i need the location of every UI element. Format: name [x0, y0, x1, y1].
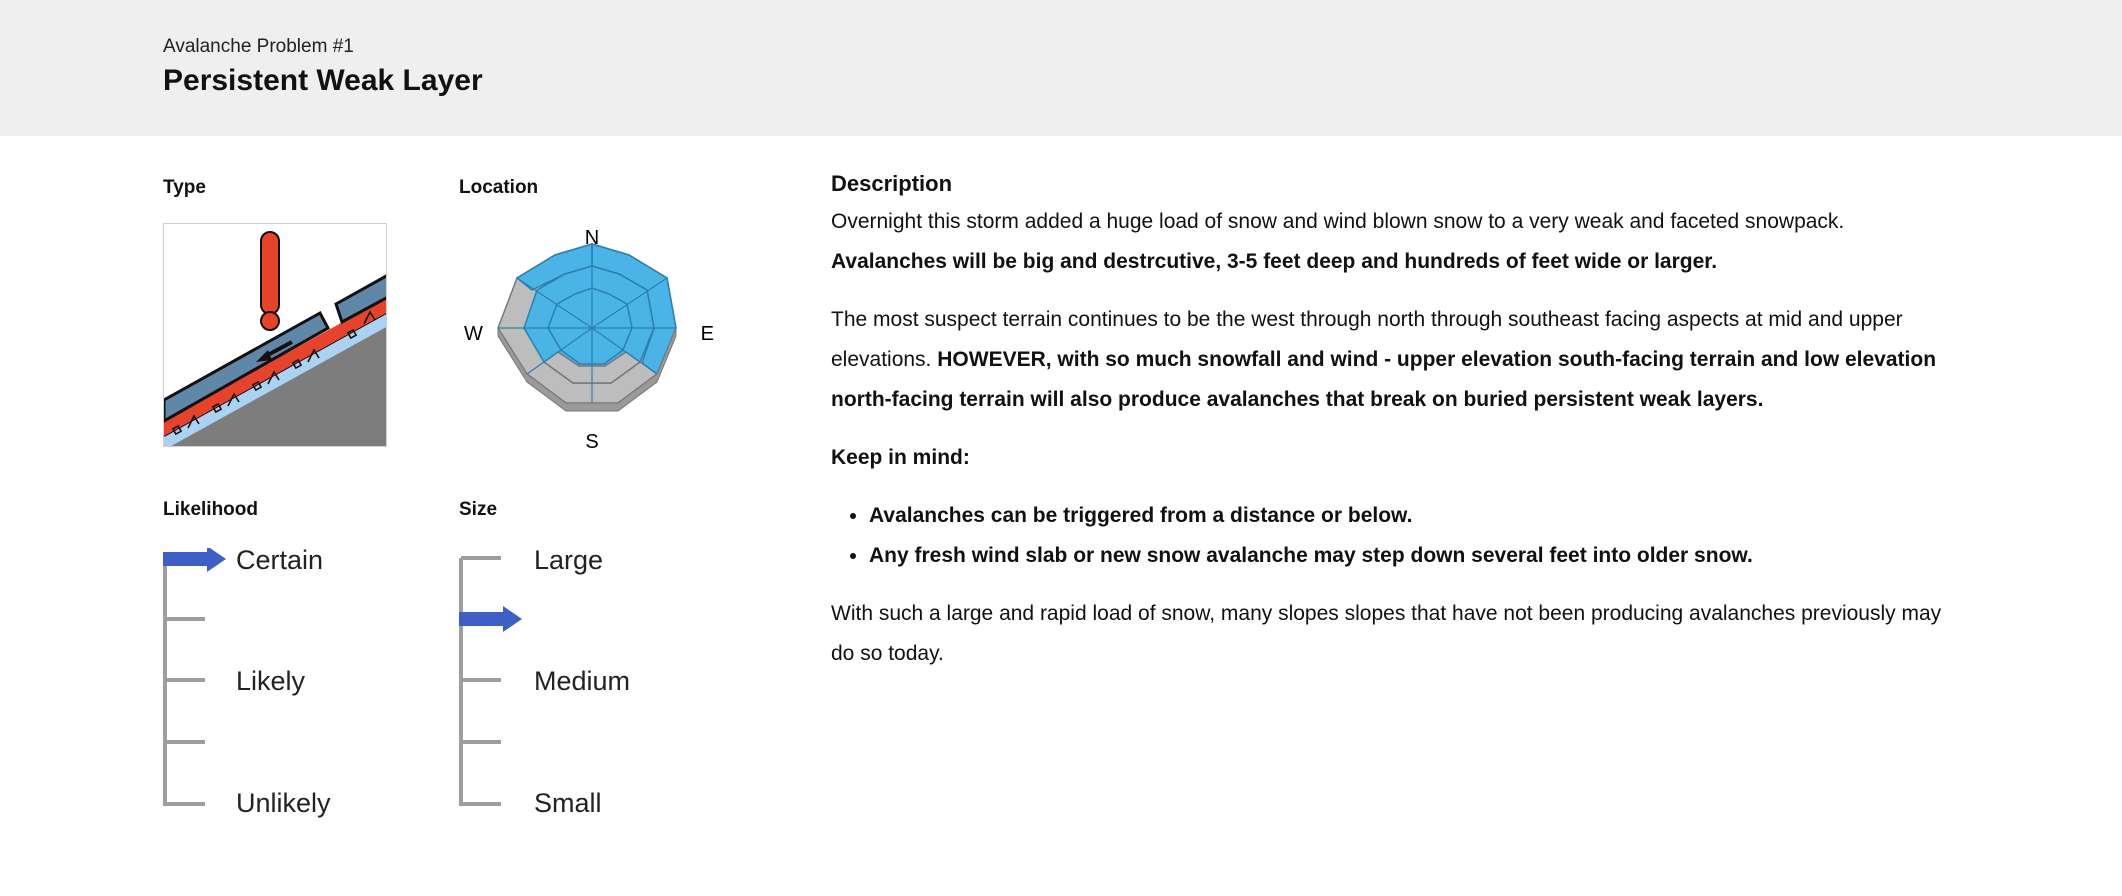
keep-in-mind-list — [831, 496, 1961, 576]
location-label: Location — [459, 177, 539, 198]
size-label: Size — [459, 499, 498, 520]
description-paragraph-2 — [831, 300, 1961, 420]
description-p1-text: Overnight this storm added a huge load of snow and wind blown snow to a very weak and faceted snowpack. — [831, 210, 1845, 233]
compass-west: W — [464, 323, 483, 345]
problem-number: Avalanche Problem #1 — [163, 36, 354, 57]
likelihood-scale — [163, 545, 413, 818]
aspect-elevation-rose — [458, 222, 720, 454]
description-heading: Description — [831, 171, 953, 196]
compass-north: N — [584, 227, 600, 249]
likelihood-likely: Likely — [236, 666, 306, 696]
description-p2-text: The most suspect terrain continues to be the west through north through southeast facing aspects at mid and upper elevations. — [831, 308, 1903, 371]
size-arrow-icon — [459, 606, 522, 632]
type-label: Type — [163, 177, 206, 198]
description-panel — [831, 168, 1961, 692]
description-paragraph-1 — [831, 202, 1961, 282]
description-p2-bold: HOWEVER, with so much snowfall and wind - upper elevation south-facing terrain and low elevation north-facing terrain will also produce avalanches that break on buried persistent weak layers. — [831, 348, 1937, 411]
list-item: • Any fresh wind slab or new snow avalanche may step down several feet into older snow. — [869, 536, 1961, 576]
likelihood-arrow-icon — [163, 548, 226, 572]
persistent-slab-icon — [163, 223, 387, 447]
keep-in-mind-heading: Keep in mind: — [831, 446, 970, 469]
compass-south: S — [585, 431, 599, 453]
size-medium: Medium — [534, 666, 631, 696]
size-small: Small — [534, 788, 602, 818]
likelihood-label: Likelihood — [163, 499, 258, 520]
compass-east: E — [700, 323, 714, 345]
problem-title: Persistent Weak Layer — [163, 64, 483, 97]
description-p1-bold: Avalanches will be big and destrcutive, 3-5 feet deep and hundreds of feet wide or larger. — [831, 250, 1718, 273]
description-paragraph-3: With such a large and rapid load of snow, many slopes slopes that have not been producing avalanches previously may do so today. — [831, 602, 1942, 665]
size-scale — [459, 545, 709, 818]
problem-header — [0, 0, 2122, 136]
likelihood-certain: Certain — [236, 545, 324, 575]
likelihood-unlikely: Unlikely — [236, 788, 331, 818]
list-item: • Avalanches can be triggered from a distance or below. — [869, 496, 1961, 536]
size-large: Large — [534, 545, 604, 575]
